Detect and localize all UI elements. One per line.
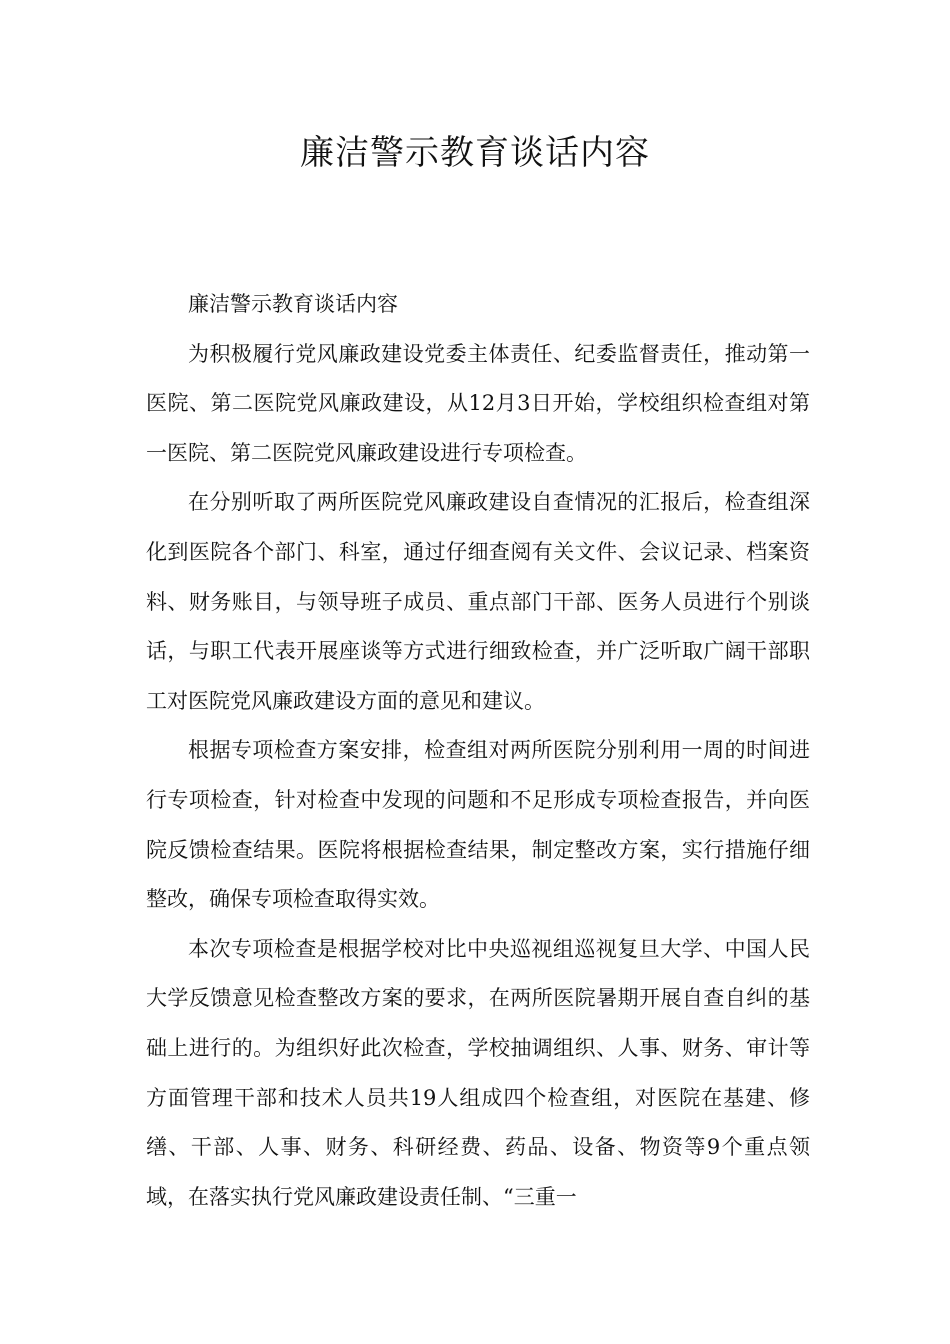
paragraph-heading: 廉洁警示教育谈话内容 bbox=[188, 292, 398, 316]
paragraph: 在分别听取了两所医院党风廉政建设自查情况的汇报后，检查组深化到医院各个部门、科室，通过仔细查阅有关文件、会议记录、档案资料、财务账目，与领导班子成员、重点部门干部、医务人员进行个别谈话，与职工代表开展座谈等方式进行细致检查，并广泛听取广阔干部职工对医院党风廉政建设方面的意见和建议。 bbox=[146, 490, 810, 713]
paragraph: 为积极履行党风廉政建设党委主体责任、纪委监督责任，推动第一医院、第二医院党风廉政建设，从12月3日开始，学校组织检查组对第一医院、第二医院党风廉政建设进行专项检查。 bbox=[146, 341, 810, 465]
document-body bbox=[146, 280, 810, 1222]
paragraph: 根据专项检查方案安排，检查组对两所医院分别利用一周的时间进行专项检查，针对检查中发现的问题和不足形成专项检查报告，并向医院反馈检查结果。医院将根据检查结果，制定整改方案，实行措施仔细整改，确保专项检查取得实效。 bbox=[146, 738, 810, 912]
paragraph: 本次专项检查是根据学校对比中央巡视组巡视复旦大学、中国人民大学反馈意见检查整改方案的要求，在两所医院暑期开展自查自纠的基础上进行的。为组织好此次检查，学校抽调组织、人事、财务、审计等方面管理干部和技术人员共19人组成四个检查组，对医院在基建、修缮、干部、人事、财务、科研经费、药品、设备、物资等9个重点领域，在落实执行党风廉政建设责任制、“三重一 bbox=[146, 936, 810, 1209]
document-title: 廉洁警示教育谈话内容 bbox=[300, 133, 650, 173]
